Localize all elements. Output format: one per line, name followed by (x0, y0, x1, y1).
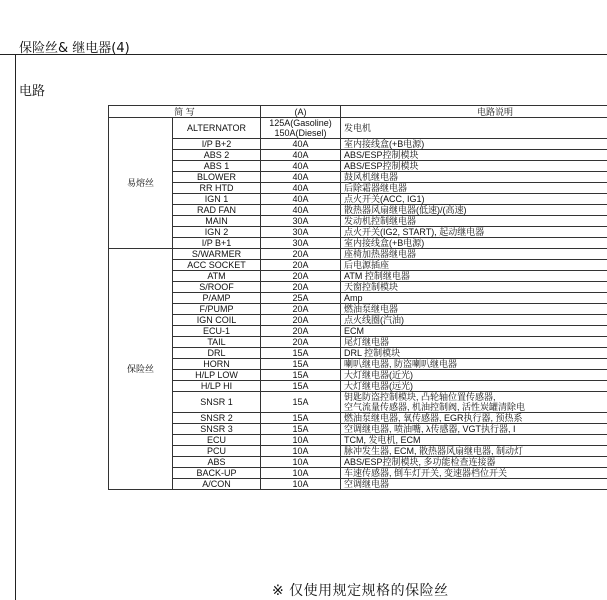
table-row (109, 216, 607, 227)
circuit-description: 鼓风机继电器 (341, 172, 607, 183)
page-header (0, 0, 607, 55)
table-row (109, 468, 607, 479)
fuse-amperage: 40A (261, 172, 341, 183)
table-header-row (109, 106, 607, 118)
circuit-description: 燃油泵继电器, 氧传感器, EGR执行器, 预热系 (341, 413, 607, 424)
table-row (109, 150, 607, 161)
circuit-description: 燃油泵继电器 (341, 304, 607, 315)
fuse-name: BACK-UP (173, 468, 261, 479)
fuse-name: SNSR 2 (173, 413, 261, 424)
fuse-amperage: 20A (261, 249, 341, 260)
fuse-amperage: 30A (261, 238, 341, 249)
fuse-amperage: 10A (261, 468, 341, 479)
fuse-amperage: 20A (261, 260, 341, 271)
circuit-description: ATM 控制继电器 (341, 271, 607, 282)
fuse-name: IGN 1 (173, 194, 261, 205)
circuit-description: 大灯继电器(近光) (341, 370, 607, 381)
fuse-name: ATM (173, 271, 261, 282)
page-title: 保险丝& 继电器(4) (19, 41, 130, 56)
fuse-name: IGN COIL (173, 315, 261, 326)
fuse-amperage: 40A (261, 139, 341, 150)
fuse-amperage: 30A (261, 216, 341, 227)
fuse-amperage: 20A (261, 337, 341, 348)
group-fusible-link: 易熔丝 (109, 118, 173, 249)
fuse-name: SNSR 1 (173, 392, 261, 413)
circuit-description: DRL 控制模块 (341, 348, 607, 359)
table-row (109, 293, 607, 304)
circuit-description: 发电机 (341, 118, 607, 139)
circuit-description: 空调继电器 (341, 479, 607, 490)
circuit-description: 发动机控制继电器 (341, 216, 607, 227)
circuit-description: ABS/ESP控制模块, 多功能检查连接器 (341, 457, 607, 468)
table-row (109, 205, 607, 216)
fuse-amperage: 10A (261, 435, 341, 446)
table-row (109, 315, 607, 326)
fuse-name: HORN (173, 359, 261, 370)
table-row (109, 271, 607, 282)
fuse-name: I/P B+1 (173, 238, 261, 249)
fuse-amperage: 20A (261, 326, 341, 337)
table-row (109, 118, 607, 139)
table-row (109, 337, 607, 348)
circuit-description: ECM (341, 326, 607, 337)
fuse-name: F/PUMP (173, 304, 261, 315)
fuse-name: H/LP HI (173, 381, 261, 392)
circuit-description: 尾灯继电器 (341, 337, 607, 348)
footer-note: ※ 仅使用规定规格的保险丝 (272, 583, 449, 599)
table-row (109, 392, 607, 413)
fuse-name: BLOWER (173, 172, 261, 183)
fuse-amperage: 15A (261, 348, 341, 359)
fuse-amperage: 125A(Gasoline) 150A(Diesel) (261, 118, 341, 139)
circuit-description: 点火开关(IG2, START), 起动继电器 (341, 227, 607, 238)
group-fuse: 保险丝 (109, 249, 173, 490)
fuse-name: MAIN (173, 216, 261, 227)
fuse-name: DRL (173, 348, 261, 359)
fuse-name: PCU (173, 446, 261, 457)
fuse-amperage: 40A (261, 194, 341, 205)
fuse-name: ECU (173, 435, 261, 446)
table-row (109, 139, 607, 150)
column-header-abbrev: 简 写 (109, 106, 261, 118)
circuit-description: 车速传感器, 倒车灯开关, 变速器档位开关 (341, 468, 607, 479)
circuit-description: 散热器风扇继电器(低速)/(高速) (341, 205, 607, 216)
table-row (109, 446, 607, 457)
circuit-description: 喇叭继电器, 防盗喇叭继电器 (341, 359, 607, 370)
table-row (109, 457, 607, 468)
circuit-description: 室内接线盒(+B电源) (341, 238, 607, 249)
circuit-description: TCM, 发电机, ECM (341, 435, 607, 446)
fuse-amperage: 15A (261, 392, 341, 413)
table-row (109, 435, 607, 446)
fuse-relay-table (108, 105, 607, 490)
table-row (109, 359, 607, 370)
fuse-amperage: 40A (261, 150, 341, 161)
fuse-name: I/P B+2 (173, 139, 261, 150)
fuse-name: ABS 2 (173, 150, 261, 161)
fuse-name: ECU-1 (173, 326, 261, 337)
circuit-description: 后除霜器继电器 (341, 183, 607, 194)
circuit-description: ABS/ESP控制模块 (341, 161, 607, 172)
table-row (109, 370, 607, 381)
fuse-amperage: 20A (261, 282, 341, 293)
fuse-amperage: 20A (261, 271, 341, 282)
column-header-amp: (A) (261, 106, 341, 118)
fuse-name: P/AMP (173, 293, 261, 304)
table-row (109, 238, 607, 249)
table-row (109, 424, 607, 435)
circuit-description: 座椅加热器继电器 (341, 249, 607, 260)
table-row (109, 381, 607, 392)
table-row (109, 161, 607, 172)
table-row (109, 227, 607, 238)
column-header-desc: 电路说明 (341, 106, 607, 118)
fuse-amperage: 10A (261, 446, 341, 457)
fuse-name: ALTERNATOR (173, 118, 261, 139)
fuse-table-container (108, 105, 607, 490)
fuse-amperage: 15A (261, 424, 341, 435)
fuse-name: SNSR 3 (173, 424, 261, 435)
table-row (109, 326, 607, 337)
fuse-name: RAD FAN (173, 205, 261, 216)
fuse-amperage: 10A (261, 457, 341, 468)
fuse-amperage: 10A (261, 479, 341, 490)
fuse-amperage: 15A (261, 413, 341, 424)
circuit-description: 点火线圈(汽油) (341, 315, 607, 326)
table-row (109, 183, 607, 194)
table-row (109, 304, 607, 315)
fuse-amperage: 40A (261, 161, 341, 172)
table-row (109, 348, 607, 359)
table-body (109, 118, 607, 490)
table-row (109, 282, 607, 293)
fuse-name: TAIL (173, 337, 261, 348)
fuse-amperage: 40A (261, 183, 341, 194)
fuse-name: RR HTD (173, 183, 261, 194)
fuse-name: ABS (173, 457, 261, 468)
circuit-description: 天窗控制模块 (341, 282, 607, 293)
circuit-description: 脉冲发生器, ECM, 散热器风扇继电器, 制动灯 (341, 446, 607, 457)
fuse-amperage: 15A (261, 359, 341, 370)
circuit-description: Amp (341, 293, 607, 304)
fuse-name: A/CON (173, 479, 261, 490)
fuse-name: S/ROOF (173, 282, 261, 293)
section-title: 电路 (19, 84, 46, 99)
fuse-amperage: 25A (261, 293, 341, 304)
table-row (109, 479, 607, 490)
fuse-name: S/WARMER (173, 249, 261, 260)
circuit-description: 空调继电器, 喷油嘴, λ传感器, VGT执行器, I (341, 424, 607, 435)
table-row (109, 260, 607, 271)
fuse-name: H/LP LOW (173, 370, 261, 381)
fuse-amperage: 15A (261, 370, 341, 381)
table-row (109, 194, 607, 205)
circuit-description: 点火开关(ACC, IG1) (341, 194, 607, 205)
table-row (109, 172, 607, 183)
fuse-amperage: 20A (261, 304, 341, 315)
circuit-description: 钥匙防盗控制模块, 凸轮轴位置传感器, 空气流量传感器, 机油控制阀, 活性炭罐清除电 (341, 392, 607, 413)
fuse-amperage: 20A (261, 315, 341, 326)
fuse-name: IGN 2 (173, 227, 261, 238)
fuse-name: ACC SOCKET (173, 260, 261, 271)
circuit-description: 室内接线盒(+B电源) (341, 139, 607, 150)
table-row (109, 413, 607, 424)
circuit-description: 大灯继电器(远光) (341, 381, 607, 392)
table-row (109, 249, 607, 260)
fuse-amperage: 40A (261, 205, 341, 216)
fuse-amperage: 30A (261, 227, 341, 238)
left-margin-rule (15, 54, 16, 600)
circuit-description: 后电源插座 (341, 260, 607, 271)
fuse-name: ABS 1 (173, 161, 261, 172)
circuit-description: ABS/ESP控制模块 (341, 150, 607, 161)
fuse-amperage: 15A (261, 381, 341, 392)
